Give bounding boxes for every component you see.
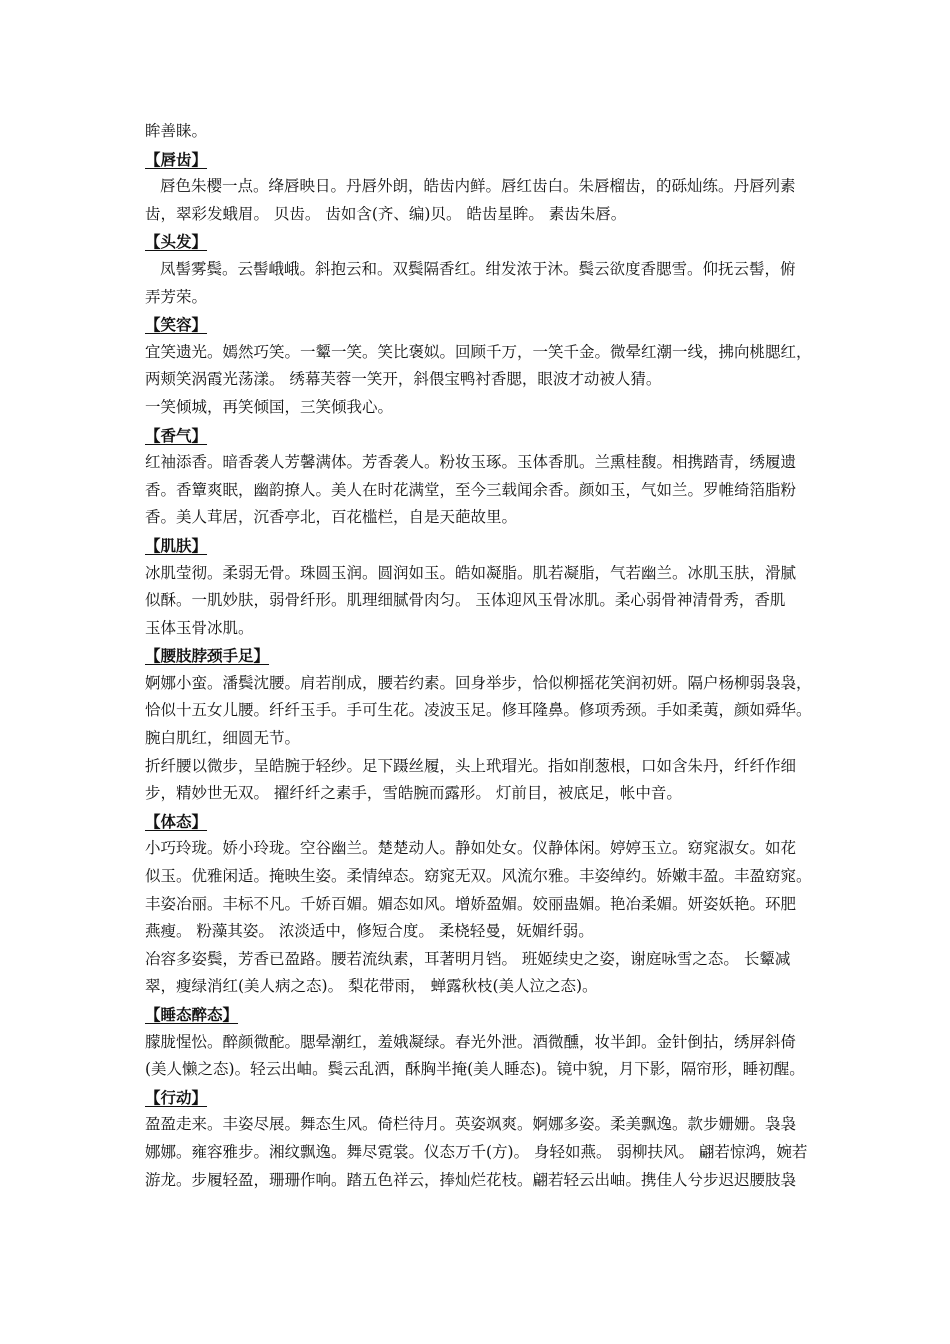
- document-body: [145, 118, 815, 1194]
- text-line: 婀娜小蛮。潘鬓沈腰。肩若削成，腰若约素。回身举步，恰似柳摇花笑润初妍。隔户杨柳弱袅袅，: [145, 673, 812, 692]
- section-heading: 【睡态醉态】: [145, 1005, 239, 1024]
- text-line: 冶容多姿鬓，芳香已盈路。腰若流纨素，耳著明月铛。 班姬续史之姿，谢庭咏雪之态。 长颦减: [145, 949, 791, 968]
- text-line: 香。美人茸居，沉香亭北，百花槛栏，自是天葩故里。: [145, 508, 518, 527]
- text-line: 似酥。一肌妙肤，弱骨纤形。肌理细腻骨肉匀。 玉体迎风玉骨冰肌。柔心弱骨神清骨秀，香肌: [145, 591, 786, 610]
- text-line: 唇色朱樱一点。绛唇映日。丹唇外朗，皓齿内鲜。唇红齿白。朱唇榴齿，的砾灿练。丹唇列素: [160, 177, 796, 196]
- text-line: 娜娜。雍容雅步。湘纹飘逸。舞尽霓裳。仪态万千(方)。 身轻如燕。 弱柳扶风。 翩若惊鸿，婉若: [145, 1142, 808, 1161]
- section-heading: 【头发】: [145, 232, 208, 252]
- section-heading: 【笑容】: [145, 315, 208, 335]
- section-intro: [145, 118, 815, 146]
- section-lips: [145, 146, 815, 229]
- text-line: 香。香簟爽眠，幽韵撩人。美人在时花满堂，至今三载闻余香。颜如玉，气如兰。罗帷绮箔脂粉: [145, 480, 797, 499]
- text-line: 齿，翠彩发蛾眉。 贝齿。 齿如含(齐、编)贝。 皓齿星眸。 素齿朱唇。: [145, 204, 627, 223]
- text-line: 燕瘦。 粉藻其姿。 浓淡适中，修短合度。 柔桡轻曼，妩媚纤弱。: [145, 922, 594, 941]
- text-line: 盈盈走来。丰姿尽展。舞态生风。倚栏待月。英姿飒爽。婀娜多姿。柔美飘逸。款步姗姗。袅袅: [145, 1115, 797, 1134]
- text-line: 翠，瘦绿消红(美人病之态)。 梨花带雨， 蝉露秋枝(美人泣之态)。: [145, 977, 598, 996]
- text-line: 步，精妙世无双。 擢纤纤之素手，雪皓腕而露形。 灯前目，被底足，帐中音。: [145, 784, 682, 803]
- text-line: 宜笑遗光。嫣然巧笑。一颦一笑。笑比褒姒。回顾千万，一笑千金。微晕红潮一线，拂向桃腮红，: [145, 342, 812, 361]
- section-heading: 【体态】: [145, 811, 208, 831]
- section-heading: 【唇齿】: [145, 149, 208, 169]
- section-heading: 【行动】: [145, 1087, 208, 1107]
- text-line: 红袖添香。暗香袭人芳馨满体。芳香袭人。粉妆玉琢。玉体香肌。兰熏桂馥。相携踏青，绣履遗: [145, 453, 797, 472]
- section-posture: [145, 808, 815, 1001]
- text-line: 两颊笑涡霞光荡漾。 绣幕芙蓉一笑开，斜偎宝鸭衬香腮，眼波才动被人猜。: [145, 370, 662, 389]
- section-hair: [145, 228, 815, 311]
- section-sleep: [145, 1001, 815, 1084]
- section-heading: 【肌肤】: [145, 535, 208, 555]
- section-heading: 【香气】: [145, 425, 208, 445]
- text-line: 恰似十五女儿腰。纤纤玉手。手可生花。凌波玉足。修耳隆鼻。修项秀颈。手如柔荑，颜如舜华。: [145, 701, 812, 720]
- text-line: 玉体玉骨冰肌。: [145, 618, 254, 637]
- text-line: 小巧玲珑。娇小玲珑。空谷幽兰。楚楚动人。静如处女。仪静体闲。婷婷玉立。窈窕淑女。如花: [145, 839, 797, 858]
- section-skin: [145, 532, 815, 642]
- text-line: 折纤腰以微步，呈皓腕于轻纱。足下蹑丝履，头上玳瑁光。指如削葱根，口如含朱丹，纤纤作细: [145, 756, 797, 775]
- text-line: 丰姿冶丽。丰标不凡。千娇百媚。媚态如风。增娇盈媚。姣丽蛊媚。艳冶柔媚。妍姿妖艳。环肥: [145, 894, 797, 913]
- text-line: 腕白肌红，细圆无节。: [145, 729, 301, 748]
- text-line: 似玉。优雅闲适。掩映生姿。柔情绰态。窈窕无双。风流尔雅。丰姿绰约。娇嫩丰盈。丰盈窈窕。: [145, 867, 812, 886]
- text-line: 朦胧惺忪。醉颜微酡。腮晕潮红，羞娥凝绿。春光外泄。酒微醺，妆半卸。金针倒拈，绣屏斜倚: [145, 1032, 797, 1051]
- text-line: 游龙。步履轻盈，珊珊作响。踏五色祥云，捧灿烂花枝。翩若轻云出岫。携佳人兮步迟迟腰肢袅: [145, 1170, 797, 1189]
- text-line: 眸善睐。: [145, 122, 208, 140]
- text-line: (美人懒之态)。轻云出岫。鬓云乱洒，酥胸半掩(美人睡态)。镜中貌，月下影，隔帘形，睡初醒。: [145, 1060, 805, 1079]
- text-line: 冰肌莹彻。柔弱无骨。珠圆玉润。圆润如玉。皓如凝脂。肌若凝脂，气若幽兰。冰肌玉肤，滑腻: [145, 563, 797, 582]
- section-smile: [145, 311, 815, 421]
- section-heading: 【腰肢脖颈手足】: [145, 646, 270, 666]
- text-line: 凤髻雾鬓。云髻峨峨。斜抱云和。双鬓隔香红。绀发浓于沐。鬓云欲度香腮雪。仰抚云髻，俯: [160, 259, 796, 278]
- section-fragrance: [145, 422, 815, 532]
- section-movement: [145, 1084, 815, 1194]
- section-waist: [145, 642, 815, 808]
- text-line: 一笑倾城，再笑倾国，三笑倾我心。: [145, 397, 394, 416]
- text-line: 弄芳荣。: [145, 287, 208, 306]
